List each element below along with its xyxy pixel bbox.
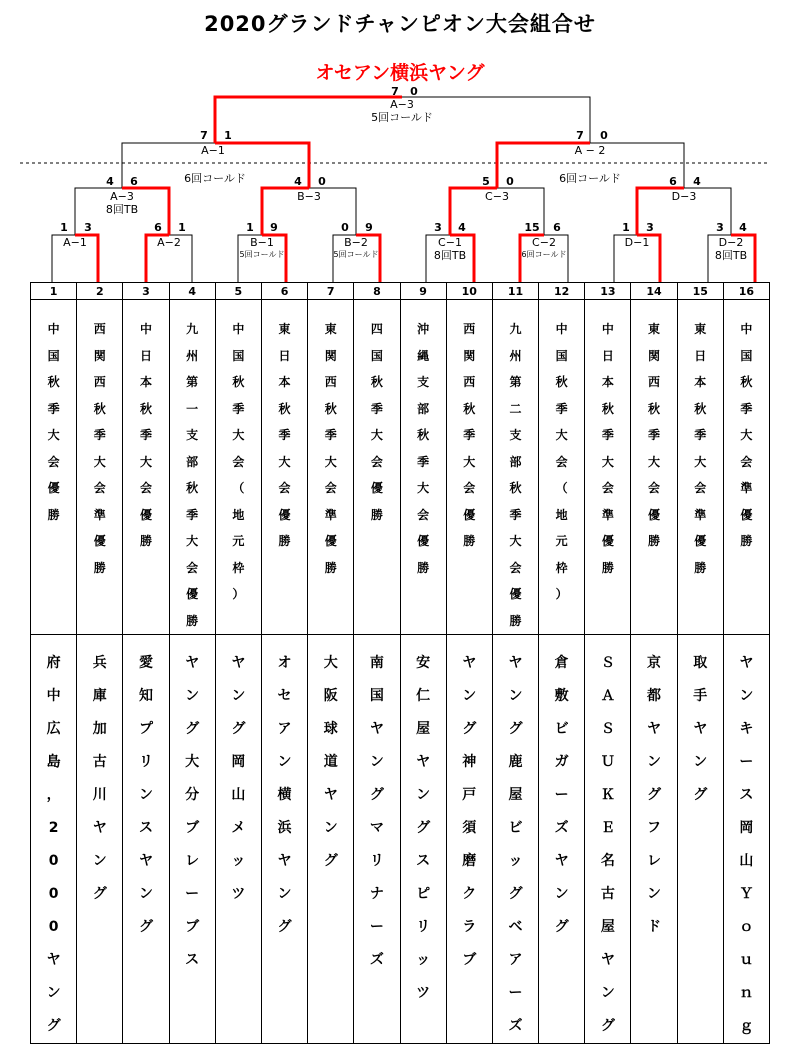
r1-a2-score-right: 1 xyxy=(178,221,186,234)
slot-qualification xyxy=(77,300,123,635)
slot-number: 6 xyxy=(261,283,307,300)
sf-left-score-left: 7 xyxy=(200,129,208,142)
slot-number: 12 xyxy=(539,283,585,300)
r1-c1-label: C−1 xyxy=(438,236,462,249)
slot-number: 15 xyxy=(677,283,723,300)
sf-left-label: A−1 xyxy=(201,144,225,157)
qualification-text: 九 州 第 一 支 部 秋 季 大 会 優 勝 xyxy=(186,322,199,628)
slot-team xyxy=(261,635,307,1044)
sf-right-score-right: 0 xyxy=(600,129,608,142)
qualification-text: 中 日 本 秋 季 大 会 優 勝 xyxy=(139,322,152,548)
r1-b2-label: B−2 xyxy=(344,236,368,249)
slot-team xyxy=(446,635,492,1044)
r1-d2-label: D−2 xyxy=(718,236,744,249)
team-name: 安 仁 屋 ヤ ン グ ス ピ リ ッ ツ xyxy=(416,655,431,1001)
sf-right-label: A − 2 xyxy=(574,144,606,157)
slot-team xyxy=(354,635,400,1044)
r1-d1-score-right: 3 xyxy=(646,221,654,234)
slot-team xyxy=(77,635,123,1044)
slot-qualification xyxy=(492,300,538,635)
r1-d2-score-right: 4 xyxy=(739,221,747,234)
r1-b1-score-right: 9 xyxy=(270,221,278,234)
r1-b2-score-right: 9 xyxy=(365,221,373,234)
team-name: ヤ ン グ 神 戸 須 磨 ク ラ ブ xyxy=(462,655,477,968)
qualification-text: 東 関 西 秋 季 大 会 優 勝 xyxy=(648,322,661,548)
slot-table xyxy=(30,282,770,1044)
slot-team xyxy=(123,635,169,1044)
r1-b1-note: 5回コールド xyxy=(239,250,285,259)
qf3-score-right: 0 xyxy=(506,175,514,188)
qf-ab-note: 6回コールド xyxy=(184,172,246,185)
qualification-row xyxy=(31,300,770,635)
qf1-score-left: 4 xyxy=(106,175,114,188)
slot-qualification xyxy=(539,300,585,635)
qf4-score-left: 6 xyxy=(669,175,677,188)
slot-qualification xyxy=(308,300,354,635)
r1-d2-note: 8回TB xyxy=(714,249,748,262)
slot-number: 13 xyxy=(585,283,631,300)
slot-qualification xyxy=(585,300,631,635)
r1-a1-score-left: 1 xyxy=(60,221,68,234)
qualification-text: 西 関 西 秋 季 大 会 優 勝 xyxy=(463,322,476,548)
r1-b2-note: 5回コールド xyxy=(333,250,379,259)
team-name: Ｓ Ａ Ｓ Ｕ Ｋ Ｅ 名 古 屋 ヤ ン グ xyxy=(600,655,615,1034)
slot-qualification xyxy=(631,300,677,635)
qf2-score-left: 4 xyxy=(294,175,302,188)
qf4-label: D−3 xyxy=(671,190,697,203)
slot-team xyxy=(723,635,769,1044)
r1-a2-label: A−2 xyxy=(157,236,181,249)
slot-number: 1 xyxy=(31,283,77,300)
slot-team xyxy=(400,635,446,1044)
slot-team xyxy=(308,635,354,1044)
slot-qualification xyxy=(215,300,261,635)
qualification-text: 中 日 本 秋 季 大 会 準 優 勝 xyxy=(601,322,614,575)
r1-c1-score-right: 4 xyxy=(458,221,466,234)
page-title: 2020グランドチャンピオン大会組合せ xyxy=(204,12,596,36)
qualification-text: 中 国 秋 季 大 会 準 優 勝 xyxy=(740,322,753,548)
r1-c2-score-left: 15 xyxy=(524,221,540,234)
slot-team xyxy=(585,635,631,1044)
slot-number-row xyxy=(31,283,770,300)
slot-qualification xyxy=(169,300,215,635)
team-name: ヤ ン キ ー ス 岡 山 Ｙ ｏ ｕ ｎ ｇ xyxy=(739,655,754,1034)
slot-number: 16 xyxy=(723,283,769,300)
slot-team xyxy=(631,635,677,1044)
slot-qualification xyxy=(261,300,307,635)
r1-b2-score-left: 0 xyxy=(341,221,349,234)
slot-number: 7 xyxy=(308,283,354,300)
qf2-label: B−3 xyxy=(297,190,321,203)
qualification-text: 四 国 秋 季 大 会 優 勝 xyxy=(370,322,383,522)
slot-number: 9 xyxy=(400,283,446,300)
slot-qualification xyxy=(354,300,400,635)
final-note: 5回コールド xyxy=(371,111,433,124)
final-score-right: 0 xyxy=(410,85,418,98)
team-name: 南 国 ヤ ン グ マ リ ナ ー ズ xyxy=(369,655,384,968)
qualification-text: 西 関 西 秋 季 大 会 準 優 勝 xyxy=(93,322,106,575)
qualification-text: 沖 縄 支 部 秋 季 大 会 優 勝 xyxy=(417,322,430,575)
team-name: 大 阪 球 道 ヤ ン グ xyxy=(323,655,338,869)
r1-d2-score-left: 3 xyxy=(716,221,724,234)
slot-number: 10 xyxy=(446,283,492,300)
qualification-text: 東 日 本 秋 季 大 会 準 優 勝 xyxy=(694,322,707,575)
team-name: 兵 庫 加 古 川 ヤ ン グ xyxy=(92,655,107,902)
slot-number: 4 xyxy=(169,283,215,300)
slot-number: 14 xyxy=(631,283,677,300)
slot-number: 5 xyxy=(215,283,261,300)
r1-b1-label: B−1 xyxy=(250,236,274,249)
slot-number: 2 xyxy=(77,283,123,300)
team-name: 愛 知 プ リ ン ス ヤ ン グ xyxy=(138,655,153,935)
qualification-text: 東 関 西 秋 季 大 会 準 優 勝 xyxy=(324,322,337,575)
r1-d1-label: D−1 xyxy=(624,236,650,249)
team-name: 京 都 ヤ ン グ フ レ ン ド xyxy=(647,655,662,935)
qf3-score-left: 5 xyxy=(482,175,490,188)
r1-a1-score-right: 3 xyxy=(84,221,92,234)
slot-team xyxy=(492,635,538,1044)
slot-qualification xyxy=(123,300,169,635)
r1-c2-note: 6回コールド xyxy=(521,250,567,259)
qualification-text: 東 日 本 秋 季 大 会 優 勝 xyxy=(278,322,291,548)
slot-number: 11 xyxy=(492,283,538,300)
team-name: 府 中 広 島 ， 2 0 0 0 ヤ ン グ xyxy=(46,655,61,1034)
qf2-score-right: 0 xyxy=(318,175,326,188)
slot-qualification xyxy=(31,300,77,635)
bracket-lines xyxy=(0,0,800,290)
r1-c2-score-right: 6 xyxy=(553,221,561,234)
qf4-score-right: 4 xyxy=(693,175,701,188)
r1-c1-score-left: 3 xyxy=(434,221,442,234)
r1-a1-label: A−1 xyxy=(63,236,87,249)
slot-team xyxy=(31,635,77,1044)
qf1-note: 8回TB xyxy=(105,203,139,216)
team-name: ヤ ン グ 大 分 ブ レ ー ブ ス xyxy=(185,655,200,968)
team-name: 倉 敷 ビ ガ ー ズ ヤ ン グ xyxy=(554,655,569,935)
team-row xyxy=(31,635,770,1044)
qualification-text: 九 州 第 二 支 部 秋 季 大 会 優 勝 xyxy=(509,322,522,628)
team-name: ヤ ン グ 鹿 屋 ビ ッ グ ベ ア ー ズ xyxy=(508,655,523,1034)
slot-team xyxy=(677,635,723,1044)
r1-c2-label: C−2 xyxy=(532,236,556,249)
slot-team xyxy=(539,635,585,1044)
qf-cd-note: 6回コールド xyxy=(559,172,621,185)
qualification-text: 中 国 秋 季 大 会 （ 地 元 枠 ） xyxy=(555,322,568,601)
final-label: A−3 xyxy=(390,98,414,111)
slot-number: 8 xyxy=(354,283,400,300)
slot-qualification xyxy=(677,300,723,635)
slot-number: 3 xyxy=(123,283,169,300)
champion-name: オセアン横浜ヤング xyxy=(315,62,485,84)
slot-qualification xyxy=(723,300,769,635)
slot-team xyxy=(169,635,215,1044)
qualification-text: 中 国 秋 季 大 会 優 勝 xyxy=(47,322,60,522)
qf1-label: A−3 xyxy=(110,190,134,203)
slot-team xyxy=(215,635,261,1044)
team-name: 取 手 ヤ ン グ xyxy=(693,655,708,803)
r1-b1-score-left: 1 xyxy=(246,221,254,234)
sf-left-score-right: 1 xyxy=(224,129,232,142)
r1-d1-score-left: 1 xyxy=(622,221,630,234)
r1-c1-note: 8回TB xyxy=(433,249,467,262)
qualification-text: 中 国 秋 季 大 会 （ 地 元 枠 ） xyxy=(232,322,245,601)
team-name: ヤ ン グ 岡 山 メ ッ ツ xyxy=(231,655,246,902)
slot-qualification xyxy=(446,300,492,635)
team-name: オ セ ア ン 横 浜 ヤ ン グ xyxy=(277,655,292,935)
sf-right-score-left: 7 xyxy=(576,129,584,142)
qf3-label: C−3 xyxy=(485,190,509,203)
r1-a2-score-left: 6 xyxy=(154,221,162,234)
qf1-score-right: 6 xyxy=(130,175,138,188)
final-score-left: 7 xyxy=(391,85,399,98)
slot-qualification xyxy=(400,300,446,635)
